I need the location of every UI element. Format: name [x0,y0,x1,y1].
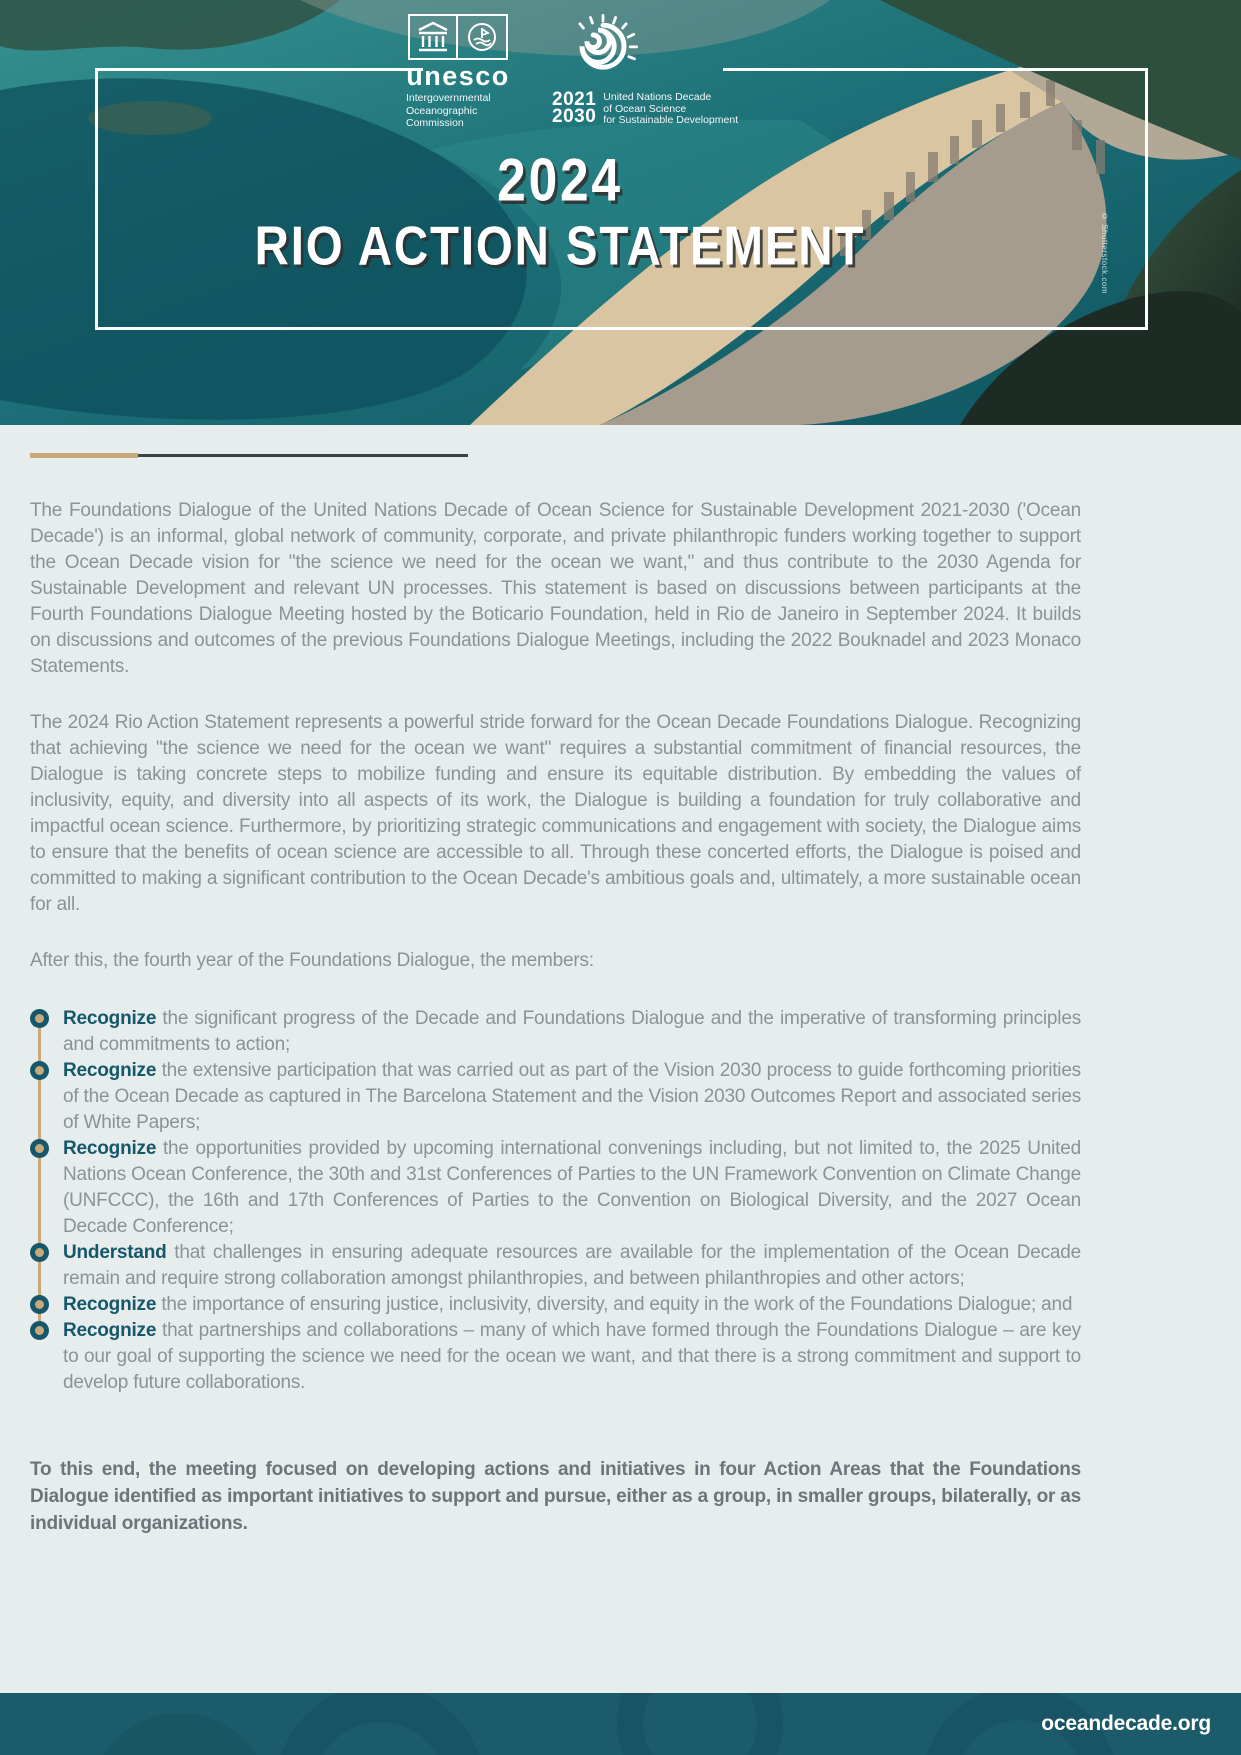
target-bullet-icon [30,1295,49,1314]
bullet-text: that challenges in ensuring adequate resources are available for the implementation of the Ocean Decade remain and require strong collaboration amongst philanthropies, and between philanthropies and other actors; [63,1242,1081,1289]
title-year: 2024 [497,145,623,214]
decade-year-end: 2030 [552,106,597,127]
unesco-temple-icon [415,20,451,54]
bullet-lead-word: Recognize [63,1008,157,1029]
divider-tan-segment [30,453,138,458]
unesco-subtitle-line: Oceanographic [406,104,478,117]
title-frame-border [95,327,1148,330]
unesco-temple-box [408,14,458,60]
paragraph-statement: The 2024 Rio Action Statement represents a powerful stride forward for the Ocean Decade Foundations Dialogue. Recognizing that achieving "the science we need for the ocean we want" requires a substantial commitment of financial resources, the Dialogue is taking concrete steps to mobilize funding and ensure its equitable distribution. By embedding the values of inclusivity, equity, and diversity into all aspects of its work, the Dialogue is building a foundation for truly collaborative and impactful ocean science. Furthermore, by prioritizing strategic communications and engagement with society, the Dialogue aims to ensure that the benefits of ocean science are accessible to all. Through these concerted efforts, the Dialogue is poised and committed to making a significant contribution to the Ocean Decade's ambitious goals and, ultimately, a more sustainable ocean for all. [30,712,1081,915]
target-bullet-icon [30,1243,49,1262]
bullet-text: the extensive participation that was carried out as part of the Vision 2030 process to guide forthcoming priorities of the Ocean Decade as captured in The Barcelona Statement and the Vision 2030 Outcomes Report and associated series of White Papers; [63,1060,1081,1133]
decade-description [603,91,738,127]
unesco-ioc-logo [398,14,518,130]
target-bullet-icon [30,1009,49,1028]
unesco-subtitle [398,92,518,130]
unesco-subtitle-line: Intergovernmental [406,92,491,104]
title-frame-border [95,68,423,71]
statement-body [0,425,1241,1693]
unesco-subtitle-line: Commission [406,117,464,129]
footer-bar [0,1693,1241,1755]
decade-years [552,91,596,125]
logo-row [398,14,738,130]
unesco-logo-boxes [398,14,518,60]
bullet-list-lead-in: After this, the fourth year of the Foundations Dialogue, the members: [30,950,594,971]
divider-dark-segment [138,454,468,457]
decade-description-line: of Ocean Science [603,102,687,115]
target-bullet-icon [30,1061,49,1080]
bullet-lead-word: Recognize [63,1294,157,1315]
section-divider [30,453,1081,458]
ocean-decade-logo [552,14,738,127]
website-link[interactable]: oceandecade.org [1041,1712,1211,1735]
title-frame-border [1145,68,1148,330]
list-item [30,1006,1081,1058]
bullet-lead-word: Recognize [63,1138,157,1159]
bullet-text: that partnerships and collaborations – many of which have formed through the Foundations Dialogue – are key to our goal of supporting the science we need for the ocean we want, and that there is a strong commitment and support to develop future collaborations. [63,1320,1081,1393]
bullet-text: the importance of ensuring justice, inclusivity, diversity, and equity in the work of the Foundations Dialogue; and [161,1294,1073,1315]
ocean-decade-text [552,91,738,127]
bullet-lead-word: Understand [63,1242,167,1263]
hero-banner [0,0,1241,425]
document-title [0,145,1120,277]
ioc-emblem-icon [464,20,500,54]
decade-description-line: United Nations Decade [603,91,712,103]
paragraph-introduction: The Foundations Dialogue of the United Nations Decade of Ocean Science for Sustainable Development 2021-2030 ('Ocean Decade') is an informal, global network of community, corporate, and private philanthropic funders working together to support the Ocean Decade vision for "the science we need for the ocean we want," and thus contribute to the 2030 Agenda for Sustainable Development and relevant UN processes. This statement is based on discussions between participants at the Fourth Foundations Dialogue Meeting hosted by the Boticario Foundation, held in Rio de Janeiro in September 2024. It builds on discussions and outcomes of the previous Foundations Dialogue Meetings, including the 2022 Bouknadel and 2023 Monaco Statements. [30,500,1081,677]
bullet-lead-word: Recognize [63,1060,157,1081]
paragraph-conclusion: To this end, the meeting focused on developing actions and initiatives in four Action Areas that the Foundations Dialogue identified as important initiatives to support and pursue, either as a group, in smaller groups, bilaterally, or as individual organizations. [30,1459,1081,1534]
page-title: RIO ACTION STATEMENT [254,214,866,277]
list-item [30,1292,1081,1318]
members-statement-list [30,1006,1081,1396]
ioc-emblem-box [458,14,508,60]
ocean-decade-swirl-icon [568,14,638,89]
decade-description-line: for Sustainable Development [603,114,739,126]
decade-year-start: 2021 [552,89,597,110]
bullet-lead-word: Recognize [63,1320,157,1341]
bullet-text: the opportunities provided by upcoming international convenings including, but not limited to, the 2025 United Nations Ocean Conference, the 30th and 31st Conferences of Parties to the UN Framework Convention on Climate Change (UNFCCC), the 16th and 17th Conferences of Parties to the Convention on Biological Diversity, and the 2027 Ocean Decade Conference; [63,1138,1081,1237]
list-item [30,1058,1081,1136]
unesco-wordmark: unesco [406,61,510,91]
bullet-text: the significant progress of the Decade and Foundations Dialogue and the imperative of transforming principles and commitments to action; [63,1008,1081,1055]
target-bullet-icon [30,1321,49,1340]
photo-credit: © Shutterstock.com [1100,212,1109,295]
list-item [30,1136,1081,1240]
title-frame-border [723,68,1148,71]
list-item [30,1318,1081,1396]
list-item [30,1240,1081,1292]
target-bullet-icon [30,1139,49,1158]
